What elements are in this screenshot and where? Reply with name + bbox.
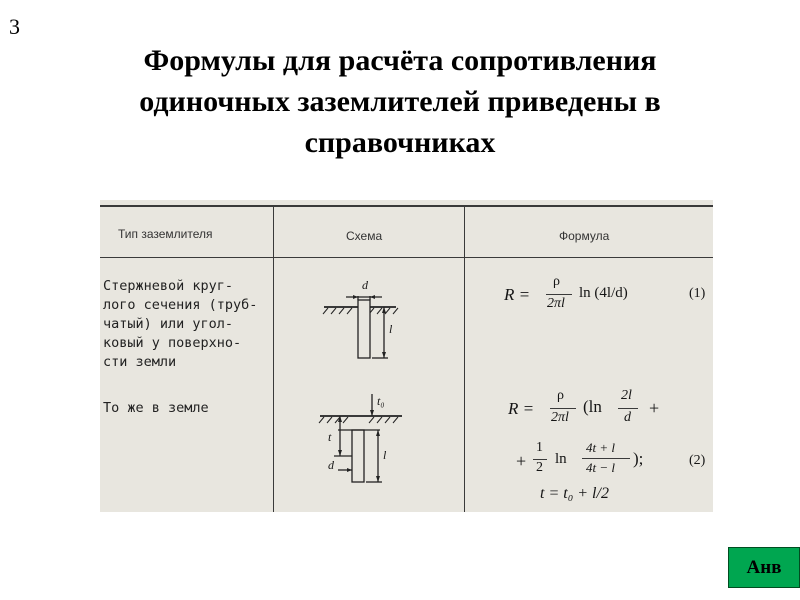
- f2-frac3-den: 2: [536, 460, 543, 475]
- f2-frac1-den: 2πl: [551, 410, 569, 425]
- row1-type-line-3: чатый) или угол-: [103, 316, 234, 332]
- scanned-table: [100, 200, 713, 512]
- row1-type-line-5: сти земли: [103, 354, 177, 370]
- row1-dim-l: l: [389, 322, 393, 336]
- f1-frac-den: 2πl: [547, 296, 565, 311]
- slide-number: 3: [9, 14, 20, 39]
- row2-dim-d: d: [328, 458, 334, 472]
- f2-t-formula: t = t₀ + l/2: [540, 485, 609, 502]
- f2-line2-plus: +: [516, 451, 527, 471]
- slide-title: [60, 40, 740, 163]
- header-formula: Формула: [559, 229, 610, 243]
- f2-frac1-bar: [550, 408, 576, 409]
- row2-dim-t0: t₀: [377, 394, 385, 408]
- column-divider-2: [464, 206, 465, 512]
- f2-frac4-den: 4t − l: [586, 460, 615, 475]
- f2-frac2-bar: [618, 408, 638, 409]
- row2-dim-l: l: [383, 448, 387, 462]
- row1-type-line-1: Стержневой круг-: [103, 278, 234, 294]
- f2-lhs: R =: [508, 399, 535, 418]
- f1-eq-number: (1): [689, 286, 706, 301]
- f2-frac4-num: 4t + l: [586, 440, 615, 455]
- row1-type-line-2: лого сечения (труб-: [103, 297, 258, 313]
- f2-frac4-bar: [582, 458, 630, 459]
- title-line-3: справочниках: [304, 126, 496, 159]
- nav-button[interactable]: Анв: [728, 547, 800, 588]
- f1-frac-num: ρ: [553, 274, 560, 289]
- f2-frac2-num: 2l: [621, 388, 632, 403]
- title-line-1: Формулы для расчёта сопротивления: [143, 44, 657, 77]
- f2-ln2: ln: [555, 451, 567, 467]
- header-type: Тип заземлителя: [118, 227, 213, 241]
- f2-frac2-den: d: [624, 410, 631, 425]
- f2-frac1-num: ρ: [557, 388, 564, 403]
- f2-paren-open: (ln: [583, 397, 602, 416]
- f1-tail: ln (4l/d): [579, 285, 628, 301]
- f1-frac-bar: [546, 294, 572, 295]
- row1-type-line-4: ковый у поверхно-: [103, 335, 242, 351]
- f2-frac3-num: 1: [536, 440, 543, 455]
- header-scheme: Схема: [346, 229, 383, 243]
- scheme-drawings: [274, 200, 464, 512]
- f1-lhs: R =: [504, 285, 531, 304]
- row2-type-line: То же в земле: [103, 400, 209, 416]
- f2-paren-close: );: [633, 449, 644, 468]
- title-line-2: одиночных заземлителей приведены в: [139, 85, 661, 118]
- f2-plus1: +: [649, 398, 660, 418]
- row2-dim-t: t: [328, 430, 332, 444]
- f2-eq-number: (2): [689, 453, 706, 468]
- row1-dim-d: d: [362, 278, 368, 292]
